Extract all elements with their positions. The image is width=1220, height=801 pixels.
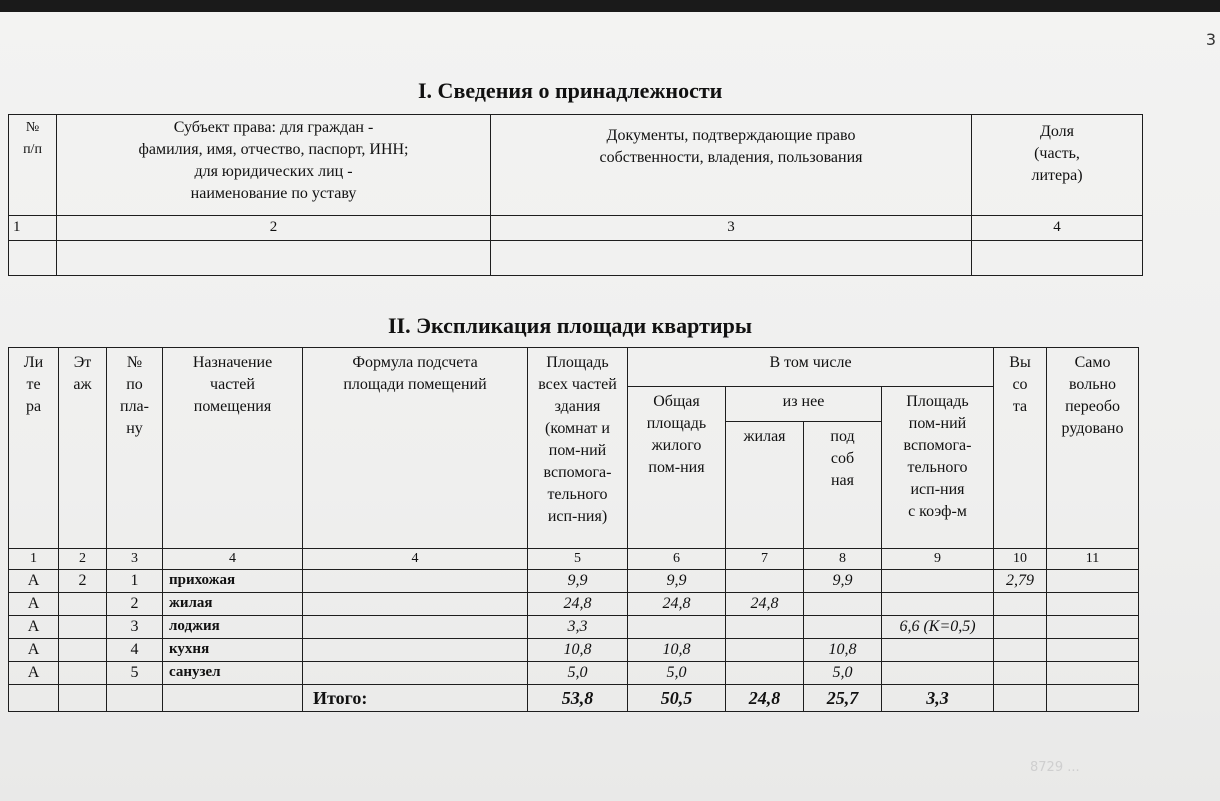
cell-aux-coef: [882, 639, 994, 662]
table-row: [9, 593, 1139, 616]
cell-formula: [303, 639, 528, 662]
cell-floor: 2: [59, 570, 107, 593]
cell-plan-no: 4: [107, 639, 163, 662]
col-number: 5: [528, 549, 628, 570]
header-floor: Эт аж: [59, 348, 107, 549]
cell-aux: [804, 593, 882, 616]
col-number: 11: [1047, 549, 1139, 570]
cell-litera: А: [9, 616, 59, 639]
col-number: 4: [163, 549, 303, 570]
cell-aux-coef: [882, 662, 994, 685]
total-aux: 25,7: [804, 685, 882, 712]
cell-height: [994, 639, 1047, 662]
cell-room-name: жилая: [163, 593, 303, 616]
header-documents: Документы, подтверждающие право собственности, владения, пользования: [491, 115, 972, 216]
header-height: Вы со та: [994, 348, 1047, 549]
cell-plan-no: 5: [107, 662, 163, 685]
cell-room-name: санузел: [163, 662, 303, 685]
total-living: 24,8: [726, 685, 804, 712]
cell-living: [726, 570, 804, 593]
empty-cell: [107, 685, 163, 712]
header-of-it: из нее: [726, 387, 882, 422]
empty-cell: [59, 685, 107, 712]
cell-room-name: кухня: [163, 639, 303, 662]
col-number: 6: [628, 549, 726, 570]
page-edge-mark: 3: [1205, 30, 1216, 49]
col-number: 4: [972, 216, 1143, 241]
cell-general: 10,8: [628, 639, 726, 662]
cell-general: 9,9: [628, 570, 726, 593]
cell-litera: А: [9, 593, 59, 616]
header-unauthorized: Само вольно переобо рудовано: [1047, 348, 1139, 549]
cell-aux-coef: 6,6 (K=0,5): [882, 616, 994, 639]
col-number: 3: [491, 216, 972, 241]
cell-aux: 5,0: [804, 662, 882, 685]
total-aux-coef: 3,3: [882, 685, 994, 712]
cell-height: [994, 616, 1047, 639]
faint-bleed-text: 8729 ...: [1030, 760, 1080, 775]
col-number: 7: [726, 549, 804, 570]
section2-title: II. Экспликация площади квартиры: [388, 313, 753, 338]
cell-floor: [59, 639, 107, 662]
cell-room-name: лоджия: [163, 616, 303, 639]
cell-general: 5,0: [628, 662, 726, 685]
empty-cell: [163, 685, 303, 712]
table-row: [9, 662, 1139, 685]
cell-unauth: [1047, 639, 1139, 662]
total-label: Итого:: [303, 685, 528, 712]
header-aux-area: Площадь пом-ний вспомога- тельного исп-ния с коэф-м: [882, 387, 994, 549]
col-number: 1: [9, 216, 57, 241]
header-formula: Формула подсчета площади помещений: [303, 348, 528, 549]
empty-cell: [972, 241, 1143, 276]
cell-living: [726, 616, 804, 639]
table-row: [9, 570, 1139, 593]
col-number: 2: [59, 549, 107, 570]
header-area-all: Площадь всех частей здания (комнат и пом-ний вспомога- тельного исп-ния): [528, 348, 628, 549]
cell-height: [994, 593, 1047, 616]
col-number: 4: [303, 549, 528, 570]
col-number: 9: [882, 549, 994, 570]
table-row: [9, 639, 1139, 662]
cell-plan-no: 1: [107, 570, 163, 593]
total-row: [9, 685, 1139, 712]
cell-litera: А: [9, 570, 59, 593]
cell-aux: 9,9: [804, 570, 882, 593]
cell-area-all: 3,3: [528, 616, 628, 639]
empty-cell: [9, 685, 59, 712]
cell-formula: [303, 593, 528, 616]
header-aux: под соб ная: [804, 422, 882, 549]
cell-floor: [59, 662, 107, 685]
cell-height: [994, 662, 1047, 685]
cell-living: [726, 639, 804, 662]
col-number: 3: [107, 549, 163, 570]
header-litera: Ли те ра: [9, 348, 59, 549]
empty-cell: [9, 241, 57, 276]
cell-formula: [303, 662, 528, 685]
cell-area-all: 5,0: [528, 662, 628, 685]
cell-litera: А: [9, 662, 59, 685]
header-subject: Субъект права: для граждан - фамилия, имя, отчество, паспорт, ИНН; для юридических лиц - наименование по уставу: [57, 115, 491, 216]
header-including: В том числе: [628, 348, 994, 387]
cell-unauth: [1047, 662, 1139, 685]
cell-aux: 10,8: [804, 639, 882, 662]
empty-cell: [491, 241, 972, 276]
cell-formula: [303, 616, 528, 639]
cell-unauth: [1047, 570, 1139, 593]
header-num: № п/п: [9, 115, 57, 216]
cell-area-all: 24,8: [528, 593, 628, 616]
total-general: 50,5: [628, 685, 726, 712]
cell-aux: [804, 616, 882, 639]
col-number: 1: [9, 549, 59, 570]
cell-general: [628, 616, 726, 639]
total-area-all: 53,8: [528, 685, 628, 712]
header-share: Доля (часть, литера): [972, 115, 1143, 216]
ownership-table: [8, 114, 1143, 276]
cell-aux-coef: [882, 570, 994, 593]
cell-general: 24,8: [628, 593, 726, 616]
cell-formula: [303, 570, 528, 593]
cell-room-name: прихожая: [163, 570, 303, 593]
cell-unauth: [1047, 593, 1139, 616]
cell-plan-no: 3: [107, 616, 163, 639]
empty-cell: [994, 685, 1047, 712]
cell-area-all: 10,8: [528, 639, 628, 662]
cell-unauth: [1047, 616, 1139, 639]
cell-floor: [59, 593, 107, 616]
section1-title: I. Сведения о принадлежности: [418, 78, 723, 103]
cell-height: 2,79: [994, 570, 1047, 593]
cell-litera: А: [9, 639, 59, 662]
cell-floor: [59, 616, 107, 639]
cell-living: [726, 662, 804, 685]
cell-living: 24,8: [726, 593, 804, 616]
area-explication-table: [8, 347, 1139, 712]
header-general-living: Общая площадь жилого пом-ния: [628, 387, 726, 549]
header-purpose: Назначение частей помещения: [163, 348, 303, 549]
cell-plan-no: 2: [107, 593, 163, 616]
col-number: 8: [804, 549, 882, 570]
header-living: жилая: [726, 422, 804, 549]
empty-cell: [57, 241, 491, 276]
header-plan-no: № по пла- ну: [107, 348, 163, 549]
empty-cell: [1047, 685, 1139, 712]
col-number: 2: [57, 216, 491, 241]
cell-area-all: 9,9: [528, 570, 628, 593]
cell-aux-coef: [882, 593, 994, 616]
col-number: 10: [994, 549, 1047, 570]
table-row: [9, 616, 1139, 639]
